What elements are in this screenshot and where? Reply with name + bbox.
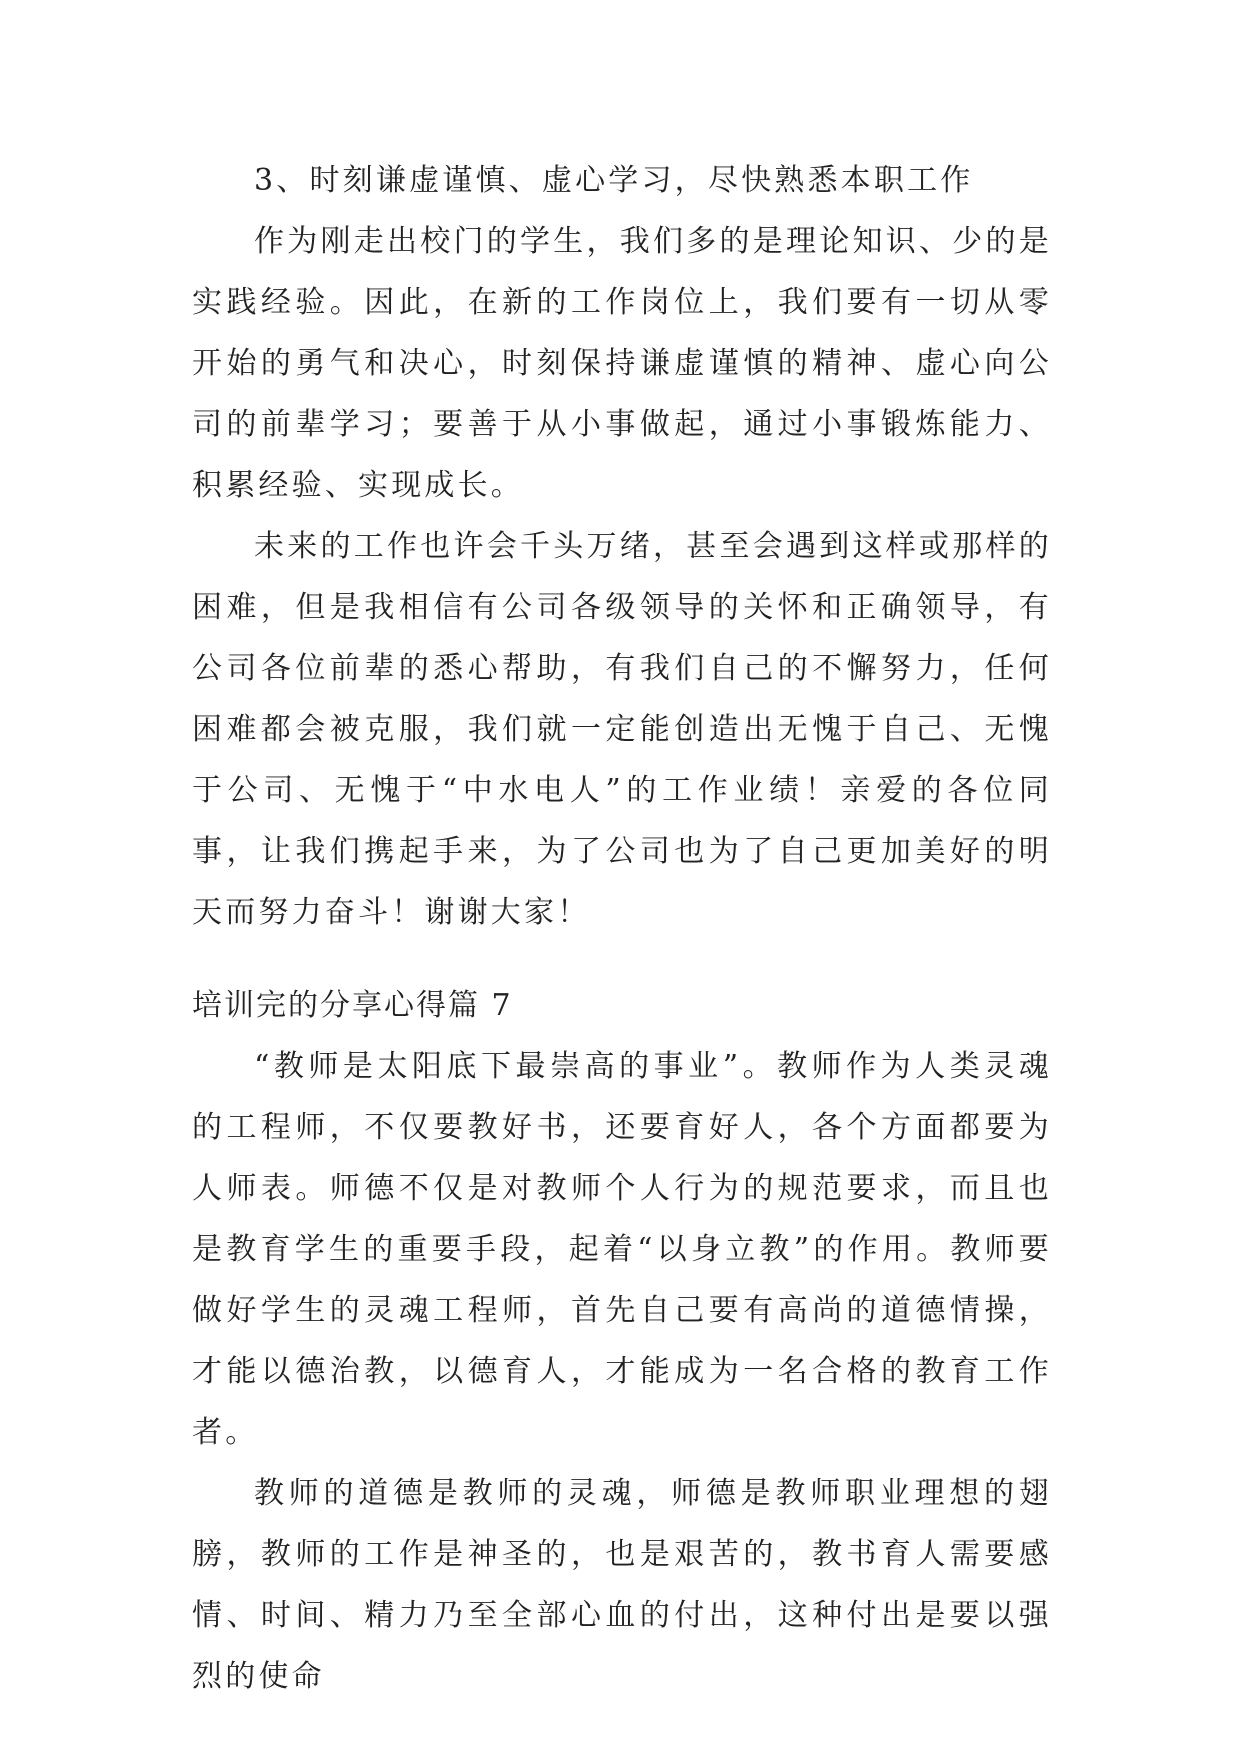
paragraph-teacher-soul: 教师的道德是教师的灵魂，师德是教师职业理想的翅膀，教师的工作是神圣的，也是艰苦的，教书育人需要感情、时间、精力乃至全部心血的付出，这种付出是要以强烈的使命 — [192, 1476, 1052, 1694]
paragraph-practice-experience: 作为刚走出校门的学生，我们多的是理论知识、少的是实践经验。因此，在新的工作岗位上，我们要有一切从零开始的勇气和决心，时刻保持谦虚谨慎的精神、虚心向公司的前辈学习；要善于从小事做起，通过小事锻炼能力、积累经验、实现成长。 — [192, 224, 1052, 503]
paragraph-teacher-ethics: “教师是太阳底下最崇高的事业”。教师作为人类灵魂的工程师，不仅要教好书，还要育好人，各个方面都要为人师表。师德不仅是对教师个人行为的规范要求，而且也是教育学生的重要手段，起着“以身立教”的作用。教师要做好学生的灵魂工程师，首先自己要有高尚的道德情操，才能以德治教，以德育人，才能成为一名合格的教育工作者。 — [192, 1049, 1052, 1450]
paragraph-future-work: 未来的工作也许会千头万绪，甚至会遇到这样或那样的困难，但是我相信有公司各级领导的关怀和正确领导，有公司各位前辈的悉心帮助，有我们自己的不懈努力，任何困难都会被克服，我们就一定能创造出无愧于自己、无愧于公司、无愧于“中水电人”的工作业绩！亲爱的各位同事，让我们携起手来，为了公司也为了自己更加美好的明天而努力奋斗！谢谢大家！ — [192, 529, 1052, 930]
section-heading: 3、时刻谦虚谨慎、虚心学习，尽快熟悉本职工作 — [254, 163, 974, 198]
article-title: 培训完的分享心得篇 7 — [192, 988, 513, 1023]
